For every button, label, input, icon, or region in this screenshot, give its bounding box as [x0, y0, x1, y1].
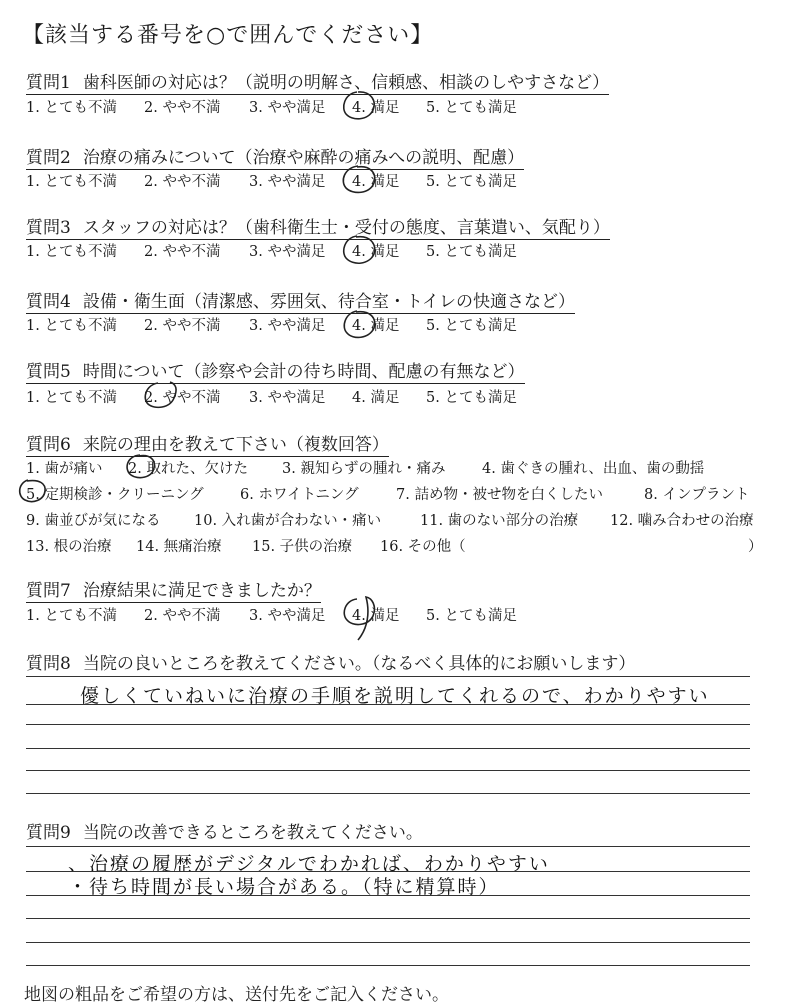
question-8 — [26, 649, 635, 675]
option-7[interactable]: 7. 詰め物・被せ物を白くしたい — [396, 487, 603, 503]
question-number: 質問9 — [26, 823, 71, 843]
answer-line — [26, 793, 750, 794]
question-9 — [26, 818, 423, 844]
question-number: 質問2 — [26, 148, 71, 168]
option-9[interactable]: 9. 歯並びが気になる — [26, 513, 161, 529]
option-16-close-paren: ） — [748, 539, 763, 555]
option-2[interactable]: 2. 取れた、欠けた — [128, 461, 248, 477]
answer-line — [26, 724, 750, 725]
question-number: 質問5 — [26, 362, 71, 382]
answer-line — [26, 770, 750, 771]
question-text: 時間について（診察や会計の待ち時間、配慮の有無など） — [82, 362, 525, 382]
question-number: 質問1 — [26, 73, 71, 93]
option-4[interactable]: 4. 満足 — [352, 244, 400, 260]
answer-line — [26, 895, 750, 896]
q9-handwritten-answer-2[interactable]: ・待ち時間が長い場合がある。（特に精算時） — [68, 876, 500, 898]
option-6[interactable]: 6. ホワイトニング — [240, 487, 359, 503]
answer-line — [26, 965, 750, 966]
option-3[interactable]: 3. 親知らずの腫れ・痛み — [282, 461, 446, 477]
option-1[interactable]: 1. とても不満 — [26, 390, 117, 406]
option-5[interactable]: 5. とても満足 — [426, 174, 517, 190]
question-text: 歯科医師の対応は？（説明の明解さ、信頼感、相談のしやすさなど） — [82, 73, 610, 93]
answer-line — [26, 918, 750, 919]
option-2[interactable]: 2. やや不満 — [144, 318, 221, 334]
option-4[interactable]: 4. 満足 — [352, 100, 400, 116]
option-2[interactable]: 2. やや不満 — [144, 390, 221, 406]
option-5[interactable]: 5. とても満足 — [426, 390, 517, 406]
answer-line — [26, 942, 750, 943]
option-3[interactable]: 3. やや満足 — [249, 174, 326, 190]
option-1[interactable]: 1. 歯が痛い — [26, 461, 103, 477]
option-1[interactable]: 1. とても不満 — [26, 318, 117, 334]
question-1 — [26, 68, 609, 95]
option-5[interactable]: 5. とても満足 — [426, 100, 517, 116]
option-5[interactable]: 5. とても満足 — [426, 608, 517, 624]
option-15[interactable]: 15. 子供の治療 — [252, 539, 353, 555]
question-number: 質問4 — [26, 292, 71, 312]
option-1[interactable]: 1. とても不満 — [26, 174, 117, 190]
option-3[interactable]: 3. やや満足 — [249, 608, 326, 624]
option-3[interactable]: 3. やや満足 — [249, 100, 326, 116]
option-3[interactable]: 3. やや満足 — [249, 244, 326, 260]
question-text: スタッフの対応は？（歯科衛生士・受付の態度、言葉遣い、気配り） — [82, 218, 610, 238]
question-text: 当院の良いところを教えてください。（なるべく具体的にお願いします） — [82, 654, 636, 674]
answer-line — [26, 704, 750, 705]
option-5[interactable]: 5. とても満足 — [426, 244, 517, 260]
answer-line — [26, 748, 750, 749]
q9-handwritten-answer-1[interactable]: 、治療の履歴がデジタルでわかれば、わかりやすい — [68, 853, 550, 875]
question-6 — [26, 430, 389, 457]
option-1[interactable]: 1. とても不満 — [26, 608, 117, 624]
option-1[interactable]: 1. とても不満 — [26, 100, 117, 116]
footer-cut-text: 地図の粗品をご希望の方は、送付先をご記入ください。 — [24, 985, 449, 1005]
option-4[interactable]: 4. 満足 — [352, 318, 400, 334]
option-3[interactable]: 3. やや満足 — [249, 390, 326, 406]
option-12[interactable]: 12. 噛み合わせの治療 — [610, 513, 754, 529]
question-number: 質問7 — [26, 581, 71, 601]
question-4 — [26, 287, 575, 314]
option-2[interactable]: 2. やや不満 — [144, 174, 221, 190]
question-2 — [26, 143, 524, 170]
question-3 — [26, 213, 610, 240]
question-number: 質問3 — [26, 218, 71, 238]
option-1[interactable]: 1. とても不満 — [26, 244, 117, 260]
option-4[interactable]: 4. 歯ぐきの腫れ、出血、歯の動揺 — [482, 461, 705, 477]
option-2[interactable]: 2. やや不満 — [144, 244, 221, 260]
instruction-heading: 【該当する番号を○で囲んでください】 — [22, 23, 434, 48]
option-5[interactable]: 5. とても満足 — [426, 318, 517, 334]
option-13[interactable]: 13. 根の治療 — [26, 539, 112, 555]
answer-line — [26, 676, 750, 677]
question-text: 治療の痛みについて（治療や麻酔の痛みへの説明、配慮） — [82, 148, 525, 168]
question-text: 治療結果に満足できましたか？ — [82, 581, 321, 601]
option-4[interactable]: 4. 満足 — [352, 608, 400, 624]
question-number: 質問6 — [26, 435, 71, 455]
question-text: 当院の改善できるところを教えてください。 — [82, 823, 423, 843]
question-text: 設備・衛生面（清潔感、雰囲気、待合室・トイレの快適さなど） — [82, 292, 575, 312]
option-10[interactable]: 10. 入れ歯が合わない・痛い — [194, 513, 382, 529]
option-3[interactable]: 3. やや満足 — [249, 318, 326, 334]
answer-line — [26, 846, 750, 847]
option-16[interactable]: 16. その他（ — [380, 539, 466, 555]
option-8[interactable]: 8. インプラント — [644, 487, 750, 503]
question-number: 質問8 — [26, 654, 71, 674]
question-text: 来院の理由を教えて下さい（複数回答） — [82, 435, 389, 455]
option-5[interactable]: 5. 定期検診・クリーニング — [26, 487, 204, 503]
option-2[interactable]: 2. やや不満 — [144, 608, 221, 624]
question-7 — [26, 576, 321, 603]
option-4[interactable]: 4. 満足 — [352, 390, 400, 406]
option-14[interactable]: 14. 無痛治療 — [136, 539, 222, 555]
option-4[interactable]: 4. 満足 — [352, 174, 400, 190]
option-11[interactable]: 11. 歯のない部分の治療 — [420, 513, 579, 529]
option-2[interactable]: 2. やや不満 — [144, 100, 221, 116]
question-5 — [26, 357, 525, 384]
q8-handwritten-answer[interactable]: 優しくていねいに治療の手順を説明してくれるので、わかりやすい — [80, 685, 710, 707]
